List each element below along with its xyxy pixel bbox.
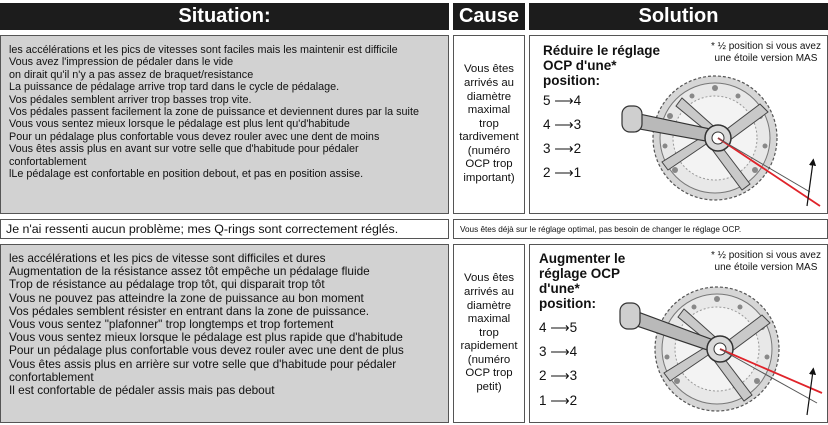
cause-line: diamètre: [466, 299, 512, 312]
situation-line: lLe pédalage est confortable en position debout, et pas en position assise.: [9, 168, 364, 181]
situation-line: Pour un pédalage plus confortable vous devez rouler avec une dent de moins: [9, 130, 380, 143]
ok-solution-text: Vous êtes déjà sur le réglage optimal, pas besoin de changer le réglage OCP.: [460, 224, 742, 234]
header-situation-label: Situation:: [178, 5, 271, 27]
ok-solution-row: [453, 219, 828, 239]
cause-line: (numéro: [467, 353, 511, 366]
situation-line: La puissance de pédalage arrive trop tard dans le cycle de pédalage.: [9, 81, 340, 94]
situation-line: Vous ne pouvez pas atteindre la zone de puissance au bon moment: [9, 290, 364, 305]
ocp-mapping: 4 ⟶5: [539, 320, 578, 335]
cause-line: rapidement: [460, 340, 518, 353]
situation-line: confortablement: [9, 369, 94, 384]
situation-line: Trop de résistance au pédalage trop tôt, qui disparait trop tôt: [9, 277, 325, 292]
solution-title-line: réglage OCP: [539, 266, 621, 281]
situation-line: Vous vous sentez mieux lorsque le pédalage est plus lent qu'd'habitude: [9, 118, 350, 131]
cause-line: arrivés au: [463, 76, 514, 89]
half-position-note: [711, 250, 821, 273]
situation-panel-2: [0, 244, 449, 423]
ocp-mapping: 1 ⟶2: [539, 393, 578, 408]
situation-line: les accélérations et les pics de vitesse sont difficiles et dures: [9, 251, 326, 265]
cause-line: (numéro: [467, 144, 511, 157]
cause-panel-2: [453, 244, 525, 423]
cause-line: trop: [479, 326, 499, 339]
cause-line: diamètre: [466, 90, 512, 103]
cause-line: maximal: [467, 104, 511, 117]
solution-title-line: OCP d'une*: [543, 58, 617, 73]
half-position-note: [711, 41, 821, 64]
header-cause: [453, 3, 525, 30]
note-line: une étoile version MAS: [714, 261, 818, 273]
cause-line: arrivés au: [463, 285, 514, 298]
situation-line: confortablement: [9, 155, 87, 168]
solution-panel-2: [529, 244, 828, 423]
solution-panel-1: [529, 35, 828, 214]
cause-panel-1: [453, 35, 525, 214]
situation-line: Vous êtes assis plus en arrière sur votre selle que d'habitude pour pédaler: [9, 356, 397, 371]
situation-line: Vous avez l'impression de pédaler dans le vide: [9, 56, 234, 69]
situation-line: Il est confortable de pédaler assis mais pas debout: [9, 383, 275, 398]
situation-line: les accélérations et les pics de vitesses sont faciles mais les maintenir est difficile: [9, 44, 398, 56]
situation-line: Vous vous sentez "plafonner" trop longtemps et trop fortement: [9, 317, 334, 332]
cause-line: trop: [479, 117, 499, 130]
chainring-crank-illustration: [612, 275, 827, 423]
note-line: * ½ position si vous avez: [710, 41, 821, 52]
solution-title-line: position:: [539, 296, 596, 311]
cause-line: important): [463, 172, 515, 185]
cause-line: OCP trop: [465, 158, 513, 171]
ocp-mapping: 5 ⟶4: [543, 93, 582, 108]
situation-line: on dirait qu'il n'y a pas assez de braquet/resistance: [9, 68, 254, 81]
solution-title-line: Réduire le réglage: [543, 43, 661, 58]
cause-line: Vous êtes: [463, 272, 515, 285]
header-situation: [0, 3, 449, 30]
header-cause-label: Cause: [458, 5, 520, 27]
solution-title-line: Augmenter le: [539, 251, 626, 266]
ocp-mapping: 2 ⟶3: [539, 368, 578, 383]
situation-line: Vos pédales semblent résister en entrant dans la zone de puissance.: [9, 303, 370, 318]
header-solution: [529, 3, 828, 30]
ocp-mapping: 3 ⟶2: [543, 141, 582, 156]
situation-line: Vous êtes assis plus en avant sur votre selle que d'habitude pour pédaler: [9, 143, 359, 156]
header-solution-label: Solution: [638, 5, 719, 27]
ocp-mapping: 2 ⟶1: [543, 165, 582, 180]
cause-line: maximal: [467, 313, 511, 326]
ok-situation-row: [0, 219, 449, 239]
cause-line: OCP trop: [465, 367, 513, 380]
situation-panel-1: [0, 35, 449, 214]
cause-line: petit): [476, 381, 502, 394]
situation-line: Vous vous sentez mieux lorsque le pédalage est plus rapide que d'habitude: [9, 330, 403, 345]
ocp-mapping: 4 ⟶3: [543, 117, 582, 132]
situation-line: Pour un pédalage plus confortable vous devez rouler avec une dent de plus: [9, 343, 404, 358]
ok-situation-text: Je n'ai ressenti aucun problème; mes Q-rings sont correctement réglés.: [6, 222, 399, 236]
cause-line: Vous êtes: [463, 63, 514, 76]
note-line: * ½ position si vous avez: [710, 250, 821, 261]
chainring-crank-illustration: [610, 66, 825, 214]
cause-line: tardivement: [459, 131, 519, 144]
note-line: une étoile version MAS: [714, 52, 818, 64]
ocp-mapping: 3 ⟶4: [539, 344, 578, 359]
situation-line: Augmentation de la résistance assez tôt empêche un pédalage fluide: [9, 264, 370, 279]
solution-title-line: position:: [543, 73, 600, 88]
situation-line: Vos pédales passent facilement la zone de puissance et deviennent dures par la suite: [9, 106, 419, 119]
situation-line: Vos pédales semblent arriver trop basses trop vite.: [9, 93, 252, 106]
solution-title-line: d'une*: [539, 281, 580, 296]
